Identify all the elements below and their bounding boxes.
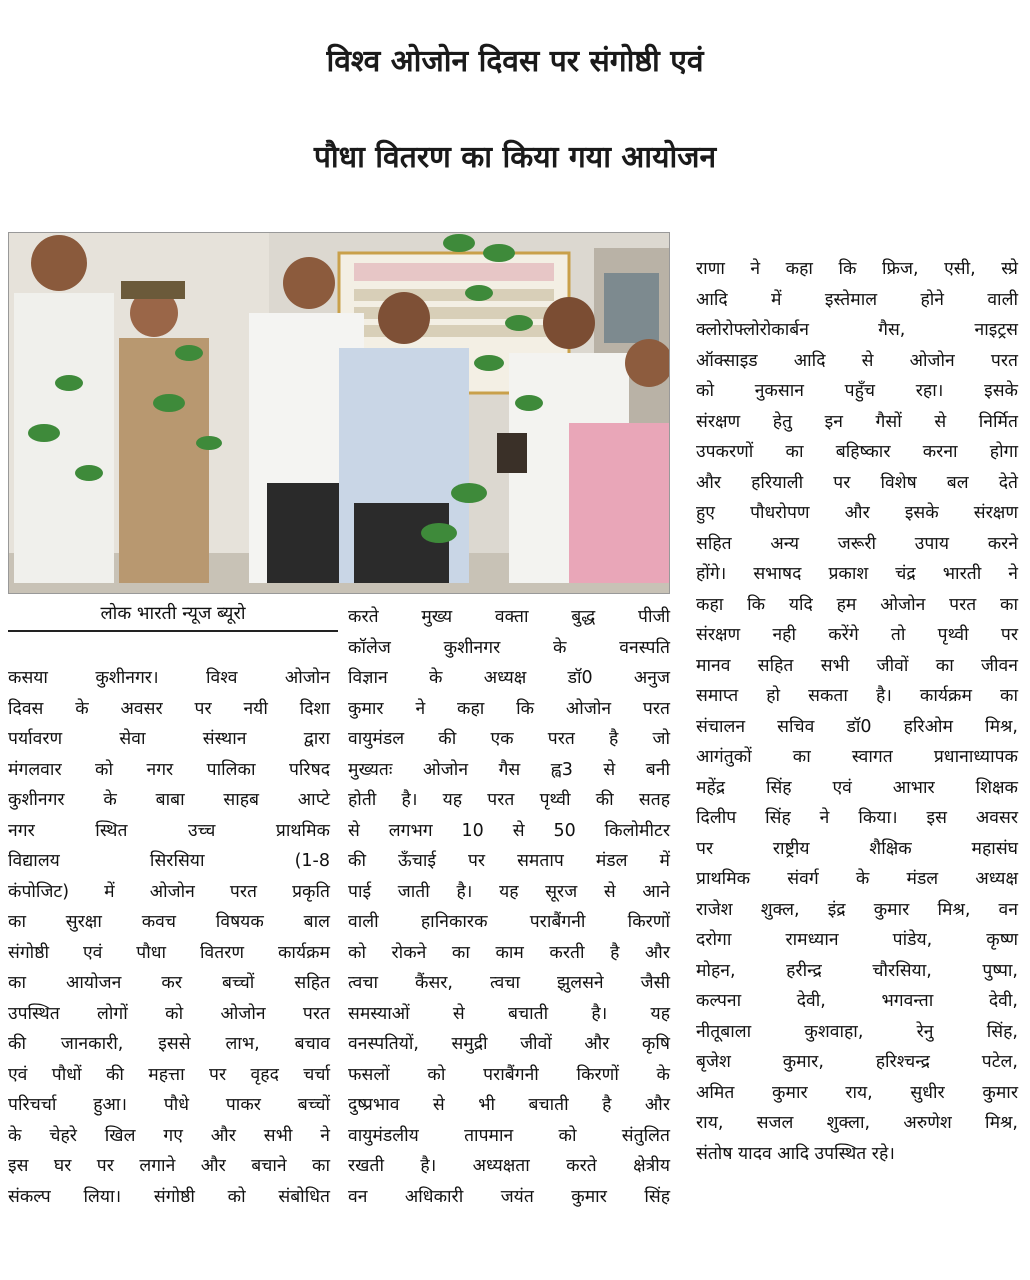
article-line: राणा ने कहा कि फ्रिज, एसी, स्प्रे bbox=[696, 259, 1018, 279]
article-line: एवं पौधों की महत्ता पर वृहद चर्चा bbox=[8, 1064, 330, 1085]
article-line: वायुमंडल की एक परत है जो bbox=[348, 729, 670, 749]
news-photo bbox=[8, 232, 670, 594]
article-line: वन अधिकारी जयंत कुमार सिंह bbox=[348, 1186, 670, 1207]
article-line: होती है। यह परत पृथ्वी की सतह bbox=[348, 790, 670, 810]
article-line: दिलीप सिंह ने किया। इस अवसर bbox=[696, 808, 1018, 828]
article-line: पर राष्ट्रीय शैक्षिक महासंघ bbox=[696, 838, 1018, 859]
article-line: हुए पौधरोपण और इसके संरक्षण bbox=[696, 503, 1018, 523]
article-line: रखती है। अध्यक्षता करते क्षेत्रीय bbox=[348, 1156, 670, 1176]
article-line: अमित कुमार राय, सुधीर कुमार bbox=[696, 1082, 1018, 1103]
article-line: मानव सहित सभी जीवों का जीवन bbox=[696, 655, 1018, 676]
article-line: पाई जाती है। यह सूरज से आने bbox=[348, 881, 670, 902]
article-line: इस घर पर लगाने और बचाने का bbox=[8, 1156, 330, 1176]
article-line: पर्यावरण सेवा संस्थान द्वारा bbox=[8, 729, 330, 749]
article-line: क्लोरोफ्लोरोकार्बन गैस, नाइट्रस bbox=[696, 320, 1018, 340]
byline: लोक भारती न्यूज ब्यूरो bbox=[100, 603, 246, 624]
article-line: कल्पना देवी, भगवन्ता देवी, bbox=[696, 991, 1018, 1011]
article-line: मोहन, हरीन्द्र चौरसिया, पुष्पा, bbox=[696, 960, 1018, 981]
article-line: मंगलवार को नगर पालिका परिषद bbox=[8, 759, 330, 780]
article-line: आदि में इस्तेमाल होने वाली bbox=[696, 289, 1018, 310]
article-line: संरक्षण नही करेंगे तो पृथ्वी पर bbox=[696, 625, 1018, 645]
article-column-3 bbox=[696, 254, 1018, 1169]
article-line: होंगे। सभाषद प्रकाश चंद्र भारती ने bbox=[696, 564, 1018, 584]
article-line: नगर स्थित उच्च प्राथमिक bbox=[8, 820, 330, 841]
article-line: दुष्प्रभाव से भी बचाती है और bbox=[348, 1095, 670, 1115]
article-line: मुख्यतः ओजोन गैस ह्व3 से बनी bbox=[348, 759, 670, 780]
article-line: राजेश शुक्ल, इंद्र कुमार मिश्र, वन bbox=[696, 899, 1018, 920]
article-line: वायुमंडलीय तापमान को संतुलित bbox=[348, 1125, 670, 1146]
article-line: संचालन सचिव डॉ0 हरिओम मिश्र, bbox=[696, 716, 1018, 737]
article-line: दिवस के अवसर पर नयी दिशा bbox=[8, 698, 330, 719]
article-line: वाली हानिकारक पराबैंगनी किरणों bbox=[348, 912, 670, 932]
article-column-2 bbox=[348, 602, 670, 1212]
article-line: उपकरणों का बहिष्कार करना होगा bbox=[696, 442, 1018, 462]
article-line: उपस्थित लोगों को ओजोन परत bbox=[8, 1003, 330, 1024]
article-line: को रोकने का काम करती है और bbox=[348, 942, 670, 963]
article-line: राय, सजल शुक्ला, अरुणेश मिश्र, bbox=[696, 1113, 1018, 1133]
article-line: की जानकारी, इससे लाभ, बचाव bbox=[8, 1034, 330, 1054]
headline-line-2: पौधा वितरण का किया गया आयोजन bbox=[313, 140, 717, 175]
article-line: विज्ञान के अध्यक्ष डॉ0 अनुज bbox=[348, 668, 670, 688]
article-line: वनस्पतियों, समुद्री जीवों और कृषि bbox=[348, 1034, 670, 1054]
article-line: संतोष यादव आदि उपस्थित रहे। bbox=[696, 1143, 895, 1164]
article-line: कुमार ने कहा कि ओजोन परत bbox=[348, 698, 670, 719]
article-line: महेंद्र सिंह एवं आभार शिक्षक bbox=[696, 777, 1018, 798]
article-line: का आयोजन कर बच्चों सहित bbox=[8, 973, 330, 993]
article-line: को नुकसान पहुँच रहा। इसके bbox=[696, 381, 1018, 401]
article-line: कसया कुशीनगर। विश्व ओजोन bbox=[8, 668, 330, 688]
article-line: के चेहरे खिल गए और सभी ने bbox=[8, 1125, 330, 1146]
article-line: दरोगा रामध्यान पांडेय, कृष्ण bbox=[696, 930, 1018, 950]
article-line: कहा कि यदि हम ओजोन परत का bbox=[696, 594, 1018, 615]
article-line: ऑक्साइड आदि से ओजोन परत bbox=[696, 350, 1018, 371]
article-line: से लगभग 10 से 50 किलोमीटर bbox=[348, 820, 670, 841]
article-line: संगोष्ठी एवं पौधा वितरण कार्यक्रम bbox=[8, 942, 330, 963]
article-line: कुशीनगर के बाबा साहब आप्टे bbox=[8, 790, 330, 810]
article-line: और हरियाली पर विशेष बल देते bbox=[696, 472, 1018, 493]
article-line: संकल्प लिया। संगोष्ठी को संबोधित bbox=[8, 1186, 330, 1207]
article-line: संरक्षण हेतु इन गैसों से निर्मित bbox=[696, 411, 1018, 432]
article-line: विद्यालय सिरसिया (1-8 bbox=[8, 851, 330, 871]
article-line: सहित अन्य जरूरी उपाय करने bbox=[696, 533, 1018, 554]
byline-divider bbox=[8, 630, 338, 632]
article-line: बृजेश कुमार, हरिश्चन्द्र पटेल, bbox=[696, 1052, 1018, 1072]
headline-line-1: विश्व ओजोन दिवस पर संगोष्ठी एवं bbox=[326, 44, 704, 79]
article-line: समाप्त हो सकता है। कार्यक्रम का bbox=[696, 686, 1018, 706]
article-line: की ऊँचाई पर समताप मंडल में bbox=[348, 851, 670, 871]
article-line: नीतूबाला कुशवाहा, रेनु सिंह, bbox=[696, 1021, 1018, 1042]
article-line: समस्याओं से बचाती है। यह bbox=[348, 1003, 670, 1024]
article-line: करते मुख्य वक्ता बुद्ध पीजी bbox=[348, 607, 670, 627]
article-line: का सुरक्षा कवच विषयक बाल bbox=[8, 912, 330, 932]
article-line: त्वचा कैंसर, त्वचा झुलसने जैसी bbox=[348, 973, 670, 993]
article-line: प्राथमिक संवर्ग के मंडल अध्यक्ष bbox=[696, 869, 1018, 889]
article-line: फसलों को पराबैंगनी किरणों के bbox=[348, 1064, 670, 1085]
article-line: कॉलेज कुशीनगर के वनस्पति bbox=[348, 637, 670, 658]
article-line: परिचर्चा हुआ। पौधे पाकर बच्चों bbox=[8, 1095, 330, 1115]
article-column-1 bbox=[8, 663, 330, 1212]
article-line: आगंतुकों का स्वागत प्रधानाध्यापक bbox=[696, 747, 1018, 767]
article-line: कंपोजिट) में ओजोन परत प्रकृति bbox=[8, 881, 330, 902]
